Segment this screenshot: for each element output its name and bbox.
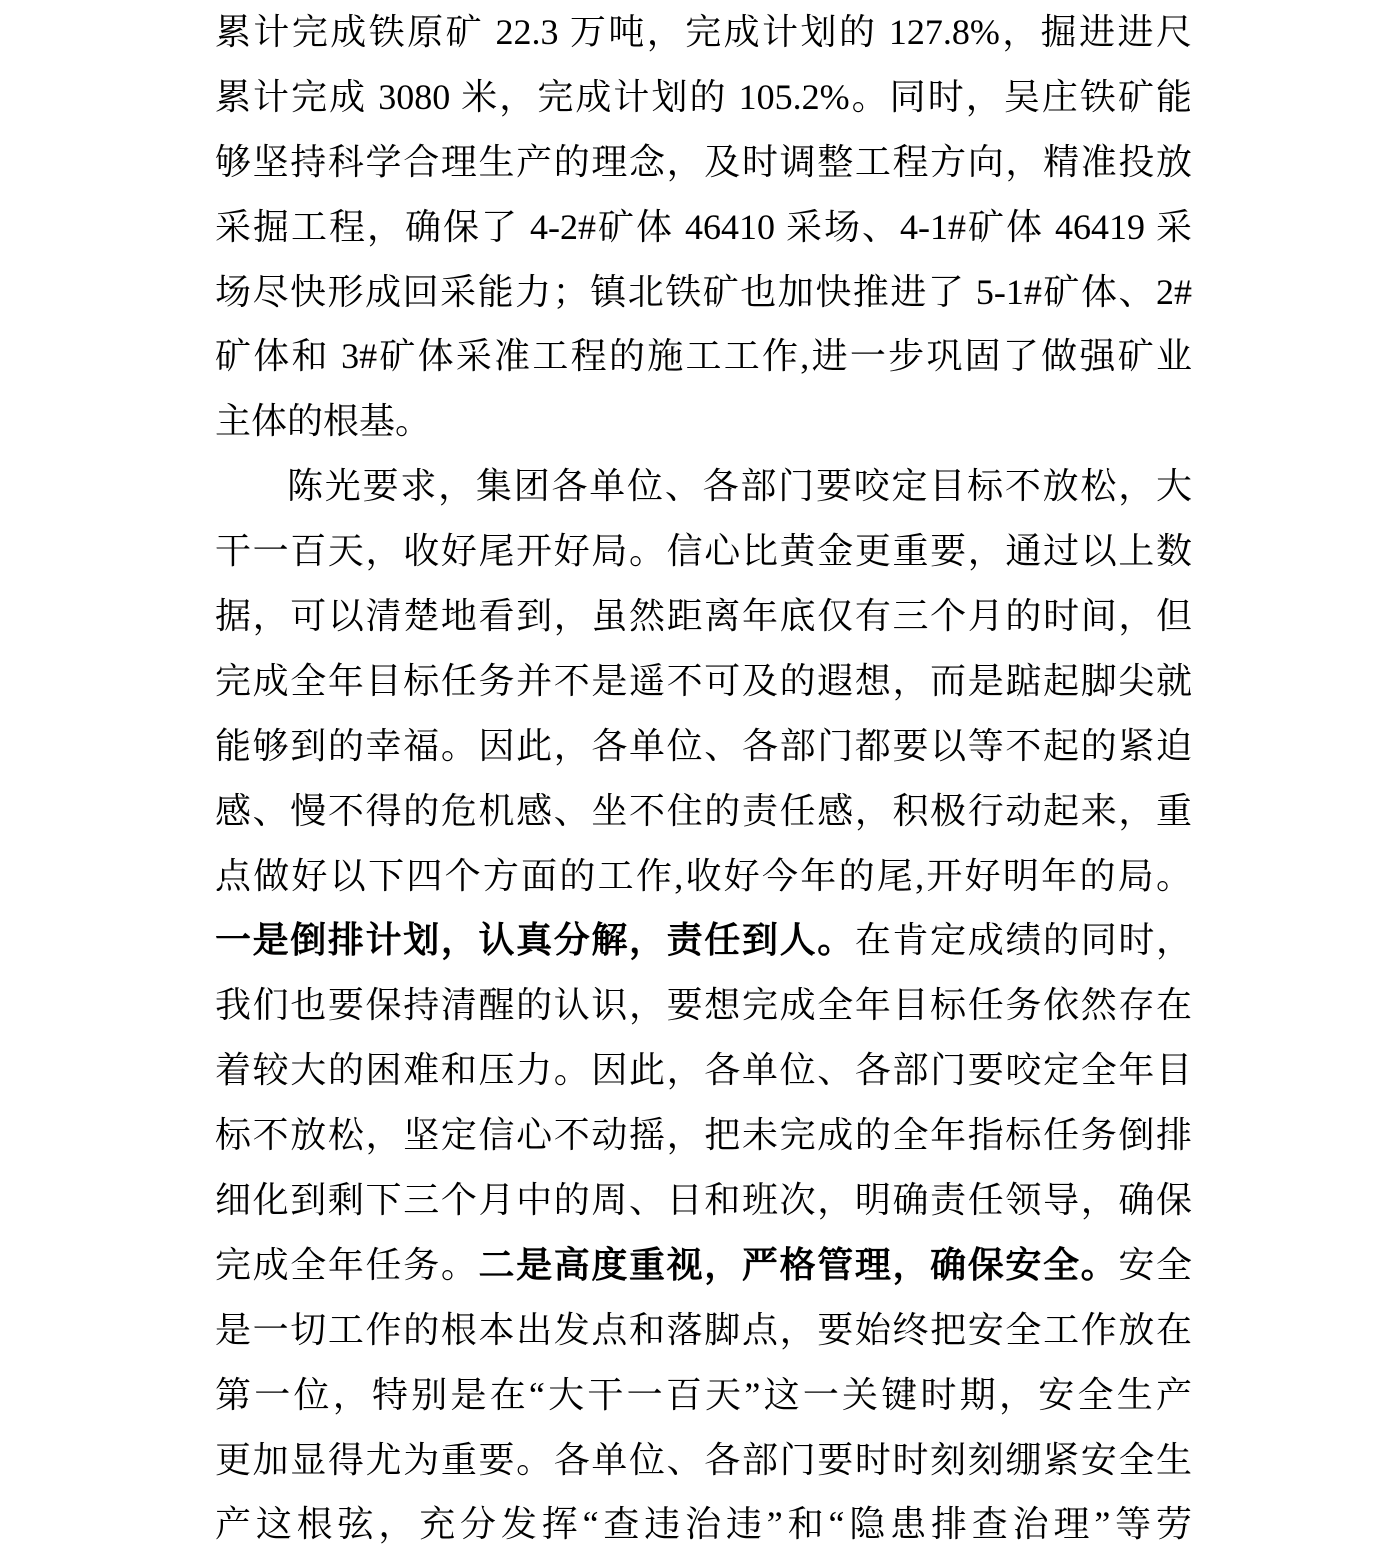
text-segment: 细化到剩下三个月中的周、日和班次，明确责任领导，确保 <box>215 1180 1192 1221</box>
text-line <box>215 1363 1192 1428</box>
text-segment: 场尽快形成回采能力；镇北铁矿也加快推进了 5-1#矿体、2# <box>215 271 1192 312</box>
text-segment: 我们也要保持清醒的认识，要想完成全年目标任务依然存在 <box>215 985 1192 1026</box>
text-line <box>215 130 1192 195</box>
text-segment: 够坚持科学合理生产的理念，及时调整工程方向，精准投放 <box>215 141 1192 182</box>
text-line <box>215 195 1192 260</box>
text-line <box>215 584 1192 649</box>
text-line <box>215 65 1192 130</box>
text-segment: 安全 <box>1118 1244 1192 1285</box>
inline-bold-heading: 一是倒排计划，认真分解，责任到人。 <box>215 920 855 961</box>
text-line <box>215 908 1192 973</box>
text-segment: 据，可以清楚地看到，虽然距离年底仅有三个月的时间，但 <box>215 596 1192 637</box>
text-segment: 干一百天，收好尾开好局。信心比黄金更重要，通过以上数 <box>215 531 1192 572</box>
text-line <box>215 260 1192 325</box>
text-line <box>215 1103 1192 1168</box>
text-segment: 在肯定成绩的同时， <box>854 920 1192 961</box>
text-line <box>215 519 1192 584</box>
text-segment: 是一切工作的根本出发点和落脚点，要始终把安全工作放在 <box>215 1309 1192 1350</box>
text-segment: 点做好以下四个方面的工作,收好今年的尾,开好明年的局。 <box>215 855 1192 896</box>
text-line <box>215 779 1192 844</box>
text-line <box>215 1168 1192 1233</box>
text-line <box>215 1233 1192 1298</box>
text-line <box>215 714 1192 779</box>
text-line <box>215 1038 1192 1103</box>
text-segment: 标不放松，坚定信心不动摇，把未完成的全年指标任务倒排 <box>215 1115 1192 1156</box>
text-segment: 矿体和 3#矿体采准工程的施工工作,进一步巩固了做强矿业 <box>215 336 1192 377</box>
text-segment: 完成全年任务。 <box>215 1244 479 1285</box>
text-line <box>215 973 1192 1038</box>
text-segment: 累计完成铁原矿 22.3 万吨，完成计划的 127.8%，掘进进尺 <box>215 12 1192 52</box>
inline-bold-heading: 二是高度重视，严格管理，确保安全。 <box>478 1244 1119 1285</box>
text-line <box>215 324 1192 389</box>
text-line <box>215 1492 1192 1557</box>
text-line <box>215 1428 1192 1493</box>
text-segment: 陈光要求，集团各单位、各部门要咬定目标不放松，大 <box>287 466 1192 507</box>
text-segment: 第一位，特别是在“大干一百天”这一关键时期，安全生产 <box>215 1374 1192 1415</box>
text-segment: 采掘工程，确保了 4-2#矿体 46410 采场、4-1#矿体 46419 采 <box>215 206 1192 247</box>
text-segment: 更加显得尤为重要。各单位、各部门要时时刻刻绷紧安全生 <box>215 1439 1192 1480</box>
text-line-paragraph-end <box>215 389 1192 454</box>
text-segment: 产这根弦，充分发挥“查违治违”和“隐患排查治理”等劳 <box>215 1504 1192 1545</box>
text-line <box>215 844 1192 909</box>
text-segment: 能够到的幸福。因此，各单位、各部门都要以等不起的紧迫 <box>215 725 1192 766</box>
text-line <box>215 1298 1192 1363</box>
text-line <box>215 0 1192 65</box>
text-segment: 着较大的困难和压力。因此，各单位、各部门要咬定全年目 <box>215 1050 1192 1091</box>
text-segment: 累计完成 3080 米，完成计划的 105.2%。同时，吴庄铁矿能 <box>215 76 1192 117</box>
text-segment: 主体的根基。 <box>215 401 432 442</box>
document-page-body <box>215 0 1192 1557</box>
text-line <box>215 649 1192 714</box>
text-line-paragraph-start <box>215 454 1192 519</box>
text-segment: 完成全年目标任务并不是遥不可及的遐想，而是踮起脚尖就 <box>215 660 1192 701</box>
text-segment: 感、慢不得的危机感、坐不住的责任感，积极行动起来，重 <box>215 790 1192 831</box>
